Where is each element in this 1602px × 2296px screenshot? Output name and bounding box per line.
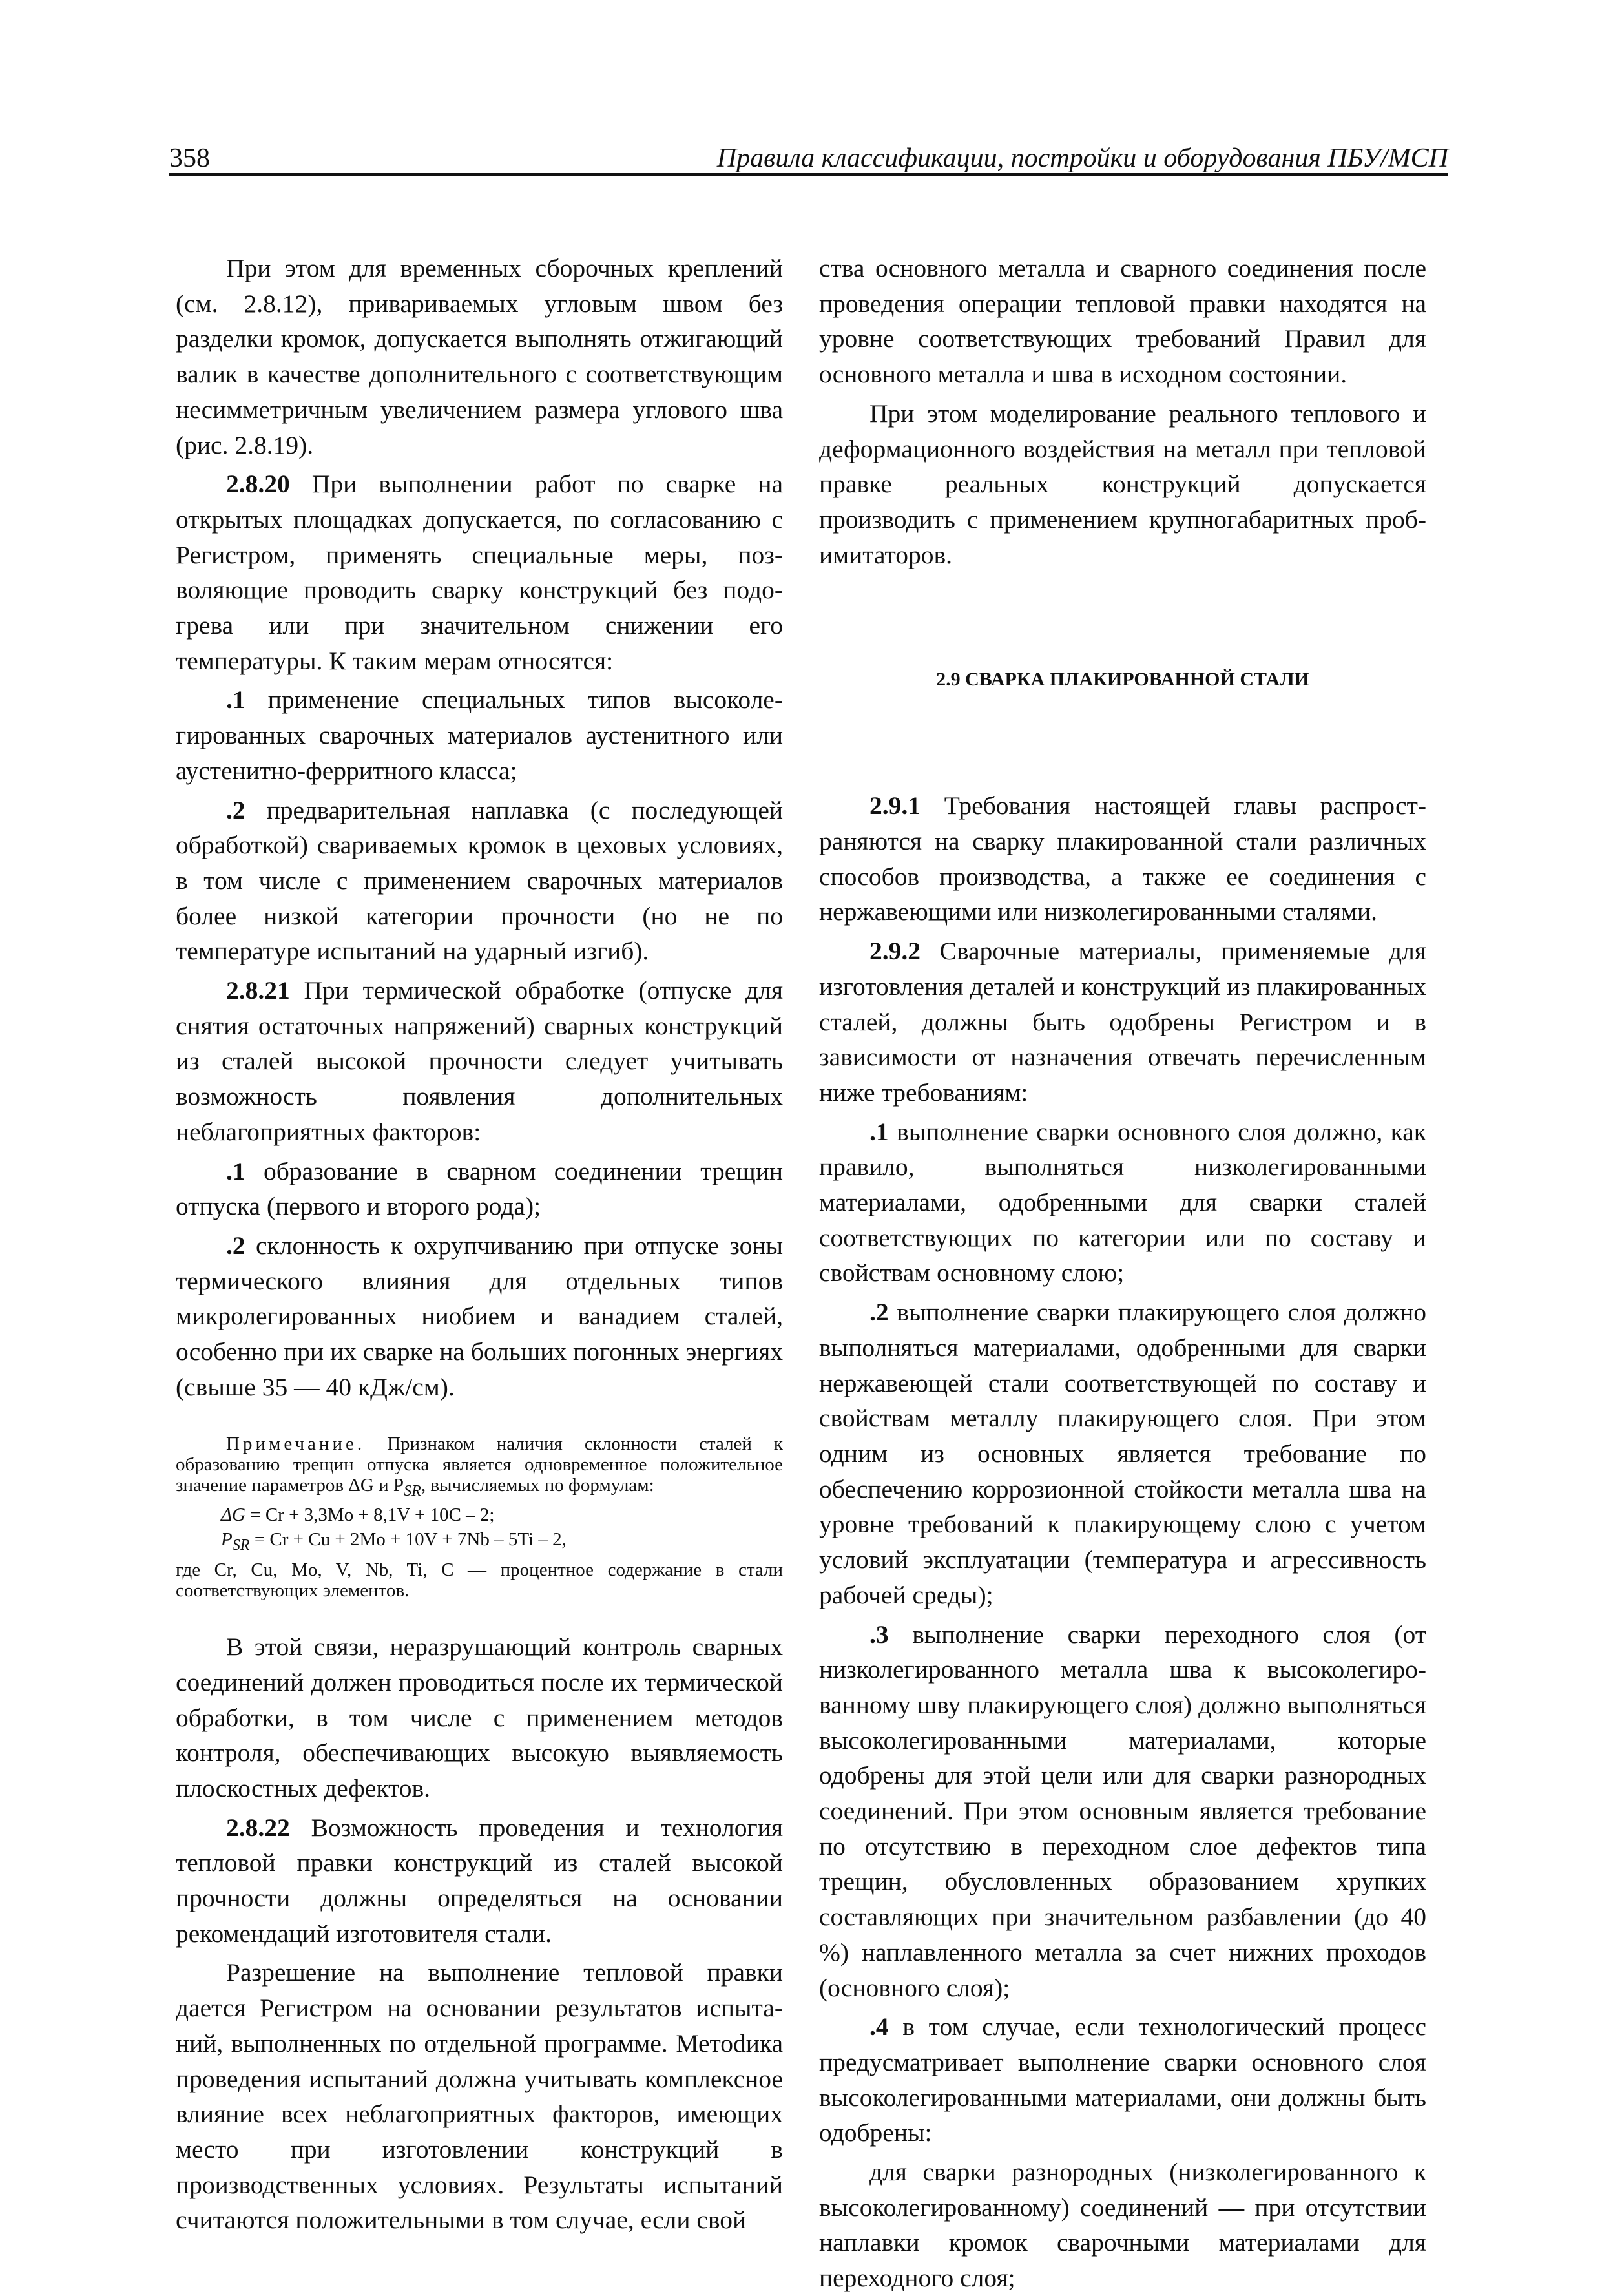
- list-item-1: .1 применение специальных типов высоколегированных сварочных материалов аустенитного или аустенитно-ферритного класса;: [176, 685, 783, 785]
- list-item-2: .2 выполнение сварки плакирующего слоя должно выполняться материалами, одобренными для сварки нержавеющей стали соответствующей по составу и свойствам металлу плакирующего слоя. При этом одним из основных является требование по обеспечению коррозионной стойкости металла шва на уровне требований к плакирующему слою с учетом условий эксплуатации (температура и агрессивность рабочей среды);: [819, 1298, 1426, 1609]
- page-number: 358: [169, 143, 210, 173]
- section-number: 2.9.2: [869, 937, 921, 966]
- formula-psr: $P_{SR} = Cr + Cu + 2Mo + 10V + 7Nb - 5Ti - 2$,: [221, 1529, 567, 1554]
- paragraph: Разрешение на выполнение тепловой правки дается Регистром на основании результатов испытаний, выполненных по отдельной программе. Метоdика проведения испытаний должна учитывать комплексное влияние всех неблагоприятных факторов, имеющих место при изготовлении конструкций в производственных условиях. Результаты испытаний считаются положительными в том случае, если свой: [176, 1958, 783, 2235]
- formula-delta-g: ΔG = Cr + 3,3Mo + 8,1V + 10C – 2;: [221, 1505, 495, 1526]
- list-item-1: .1 образование в сварном соединении трещин отпуска (первого и второго рода);: [176, 1156, 783, 1221]
- note-text: Примечание. Признаком наличия склонности сталей к образованию трещин отпуска является одновременное положительное значение параметров ΔG и $P_{SR}$, вычисляемых по формулам:: [176, 1433, 783, 1499]
- header-rule: [169, 173, 1448, 176]
- section-2-9-2: 2.9.2 Сварочные материалы, применяемые для изготовления деталей и конструкций из плакированных сталей, должны быть одобрены Регистром и в зависимости от назначения отвечать перечисленным ниже требованиям:: [819, 937, 1426, 1107]
- list-item-4: .4 в том случае, если технологический процесс предусматривает выполнение сварки основного слоя высоколегированными материалами, они должны быть одобрены:: [819, 2012, 1426, 2147]
- paragraph: При этом для временных сборочных креплений (см. 2.8.12), привариваемых угловым швом без разделки кромок, допускается выполнять отжигающий валик в качестве дополнительного с соответствующим несимметричным увеличением размера углового шва (рис. 2.8.19).: [176, 254, 783, 459]
- section-2-8-20: 2.8.20 При выполнении работ по сварке на открытых площадках допускается, по согласованию с Регистром, применять специальные меры, позволяющие проводить сварку конструкций без подогрева или при значительном снижении его температуры. К таким мерам относятся:: [176, 470, 783, 675]
- section-number: 2.9.1: [869, 791, 921, 820]
- section-2-9-1: 2.9.1 Требования настоящей главы распространяются на сварку плакированной стали различных способов производства, а также ее соединения с нержавеющими или низколегированными сталями.: [819, 791, 1426, 926]
- right-column: [819, 251, 1426, 2296]
- section-number: 2.8.22: [226, 1813, 290, 1842]
- note-label: Примечание.: [226, 1433, 366, 1454]
- note-block: [176, 1434, 783, 1602]
- list-item-3: .3 выполнение сварки переходного слоя (от низколегированного металла шва к высоколегированному шву плакирующего слоя) должно выполняться высоколегированными материалами, которые одобрены для этой цели или для сварки разнородных соединений. При этом основным является требование по отсутствию в переходном слое дефектов типа трещин, обусловленных образованием хрупких составляющих при значительном разбавлении (до 40 %) наплавленного металла за счет нижних проходов (основного слоя);: [819, 1620, 1426, 2002]
- section-number: 2.8.21: [226, 976, 290, 1005]
- list-item-1: .1 выполнение сварки основного слоя должно, как правило, выполняться низколегированными материалами, одобренными для сварки сталей соответствующих по категории или по составу и свойствам основному слою;: [819, 1117, 1426, 1288]
- paragraph-continued: ства основного металла и сварного соединения после проведения операции тепловой правки находятся на уровне соответствующих требований Правил для основного металла и шва в исходном состоянии.: [819, 254, 1426, 389]
- paragraph: для сварки разнородных (низколегированного к высоколегированному) соединений — при отсутствии наплавки кромок сварочными материалами для переходного слоя;: [819, 2158, 1426, 2293]
- section-2-8-22: 2.8.22 Возможность проведения и технология тепловой правки конструкций из сталей высокой прочности должны определяться на основании рекомендаций изготовителя стали.: [176, 1813, 783, 1948]
- section-heading: 2.9 СВАРКА ПЛАКИРОВАННОЙ СТАЛИ: [936, 669, 1309, 691]
- note-where: где Cr, Cu, Mo, V, Nb, Ti, C — процентное содержание в стали соответствующих элементов.: [176, 1560, 783, 1602]
- list-item-2: .2 предварительная наплавка (с последующей обработкой) свариваемых кромок в цеховых условиях, в том числе с применением сварочных материалов более низкой категории прочности (но не по температуре испытаний на ударный изгиб).: [176, 795, 783, 966]
- section-2-8-21: 2.8.21 При термической обработке (отпуске для снятия остаточных напряжений) сварных конструкций из сталей высокой прочности следует учитывать возможность появления дополнительных неблагоприятных факторов:: [176, 976, 783, 1146]
- section-number: 2.8.20: [226, 470, 290, 499]
- running-title: Правила классификации, постройки и оборудования ПБУ/МСП: [716, 143, 1448, 173]
- list-item-2: .2 склонность к охрупчиванию при отпуске зоны термического влияния для отдельных типов микролегированных ниобием и ванадием сталей, особенно при их сварке на больших погонных энергиях (свыше 35 — 40 кДж/см).: [176, 1231, 783, 1401]
- paragraph: В этой связи, неразрушающий контроль сварных соединений должен проводиться после их термической обработки, в том числе с применением методов контроля, обеспечивающих высокую выявляемость плоскостных дефектов.: [176, 1633, 783, 1802]
- left-column: [176, 251, 783, 2238]
- paragraph: При этом моделирование реального теплового и деформационного воздействия на металл при тепловой правке реальных конструкций допускается производить с применением крупногабаритных проб-имитаторов.: [819, 399, 1426, 569]
